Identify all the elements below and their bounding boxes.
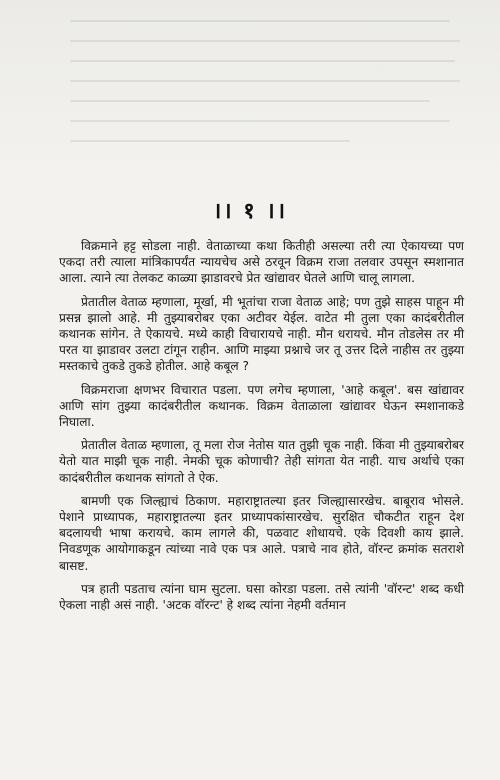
chapter-heading: ।। १ ।। [212, 199, 288, 224]
paragraph: प्रेतातील वेताळ म्हणाला, तू मला रोज नेतोस यात तुझी चूक नाही. किंवा मी तुझ्याबरोबर येतो यात माझी चूक नाही. नेमकी चूक कोणाची? तेही सांगता येत नाही. याच अर्थाचे एका कादंबरीतील कथानक सांगतो ते ऐक. [59, 438, 464, 485]
show-through-line [70, 40, 460, 42]
paragraph: विक्रमराजा क्षणभर विचारात पडला. पण लगेच म्हणाला, 'आहे कबूल'. बस खांद्यावर आणि सांग तुझ्या कादंबरीतील कथानक. विक्रम वेताळाला खांद्यावर घेऊन स्मशानाकडे निघाला. [59, 382, 464, 430]
show-through-line [70, 100, 430, 102]
paragraph: प्रेतातील वेताळ म्हणाला, मूर्खा, मी भूतांचा राजा वेताळ आहे; पण तुझे साहस पाहून मी प्रसन्न झालो आहे. मी तुझ्याबरोबर एका अटीवर येईल. वाटेत मी तुला एका कादंबरीतील कथानक सांगेन. ते ऐकायचे. मध्ये काही विचारायचे नाही. मौन धरायचे. मौन तोडलेस तर मी परत या झाडावर उलटा टांगून राहीन. आणि माझ्या प्रश्नाचे जर तू उत्तर दिले नाहीस तर तुझ्या मस्तकाचे तुकडे तुकडे होतील. आहे कबूल ? [59, 294, 464, 374]
paragraph: पत्र हाती पडताच त्यांना घाम सुटला. घसा कोरडा पडला. तसे त्यांनी 'वॉरन्ट' शब्द कधी ऐकला नाही असं नाही. 'अटक वॉरन्ट' हे शब्द त्यांना नेहमी वर्तमान [59, 581, 464, 613]
show-through-line [70, 20, 450, 22]
paragraph: विक्रमाने हट्ट सोडला नाही. वेताळाच्या कथा कितीही असल्या तरी त्या ऐकायच्या पण एकदा तरी त्याला मांत्रिकापर्यंत न्यायचेच असे ठरवून विक्रम राजा तलवार उपसून स्मशानात आला. त्याने त्या तेलकट काळ्या झाडावरचे प्रेत खांद्यावर घेतले आणि चालू लागला. [59, 239, 464, 286]
paragraph: बामणी एक जिल्ह्याचं ठिकाण. महाराष्ट्रातल्या इतर जिल्ह्यासारखेच. बाबूराव भोसले. पेशाने प्राध्यापक, महाराष्ट्रातल्या इतर प्राध्यापकांसारखेच. सुरक्षित चौकटीत राहून देश बदलायची भाषा करायचे. काम लागले की, पळवाट शोधायचे. एके दिवशी काय झाले. निवडणूक आयोगाकडून त्यांच्या नावे एक पत्र आले. पत्राचे नाव होते, वॉरन्ट क्रमांक सतराशे बासष्ट. [59, 493, 464, 573]
show-through-area [0, 0, 500, 180]
show-through-line [70, 120, 450, 122]
body-text [59, 238, 464, 617]
show-through-line [70, 140, 350, 142]
show-through-line [70, 80, 460, 82]
show-through-line [70, 60, 455, 62]
